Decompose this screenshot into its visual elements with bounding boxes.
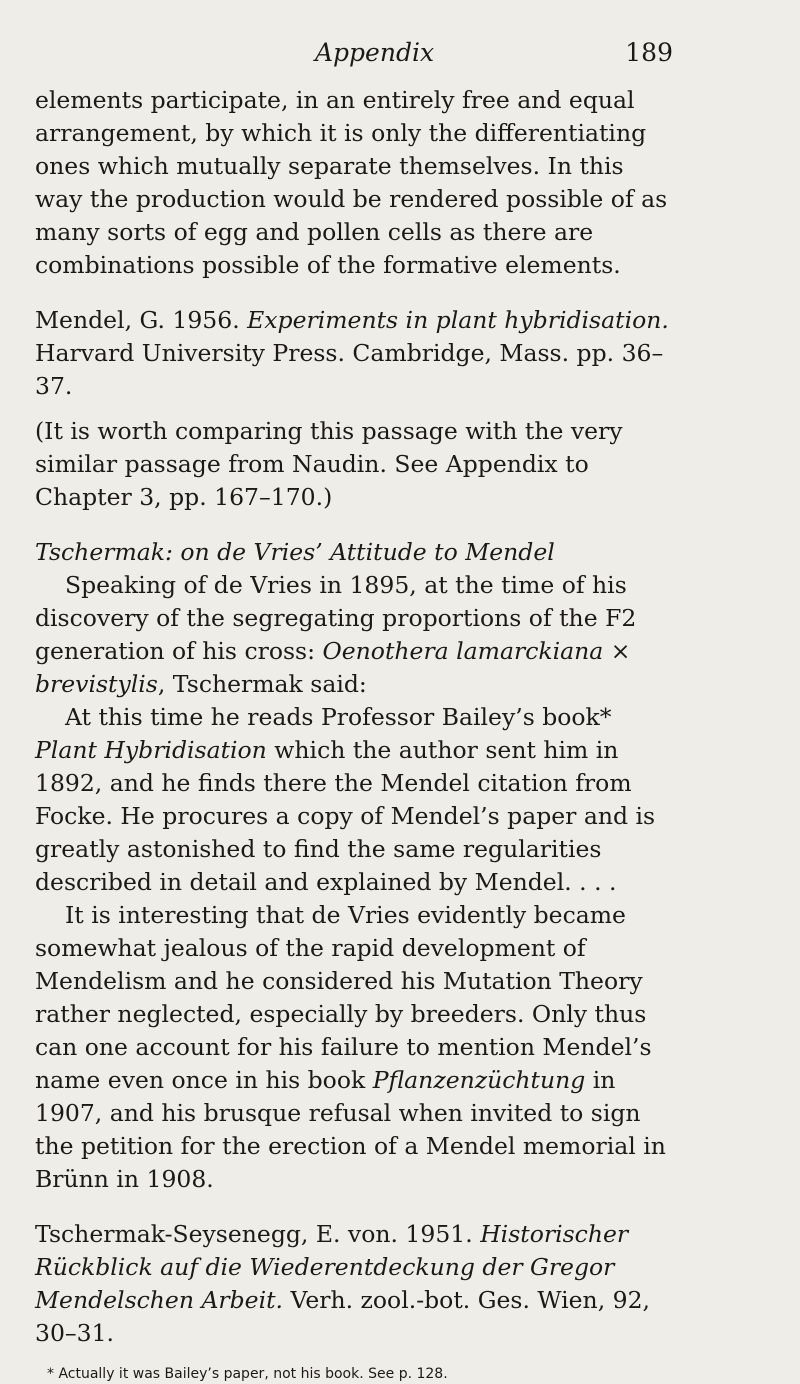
quote-text: At this time he reads Professor Bailey’s book*	[65, 703, 612, 731]
reference-mendel-author: Mendel, G. 1956.	[35, 306, 248, 334]
footnote: * Actually it was Bailey’s paper, not his book. See p. 128.	[47, 1366, 448, 1382]
quote-paragraph-1	[35, 701, 675, 899]
intro-text: Speaking of de Vries in 1895, at the time of his discovery of the segregating proportions of the F2 generation of his cross:	[35, 571, 637, 665]
running-head: Appendix	[315, 38, 435, 67]
quote-text: It is interesting that de Vries evidently became somewhat jealous of the rapid development of Mendelism and he considered his Mutation Theory rather neglected, especially by breeders. Only thus can one account for his failure to mention Mendel’s name even once in his book	[35, 901, 652, 1094]
cross-symbol: ×	[603, 637, 631, 665]
species-name: Oenothera lamarckiana	[322, 637, 604, 665]
book-title: Pflanzenzüchtung	[372, 1066, 586, 1094]
book-page	[35, 38, 675, 1384]
quote-paragraph-2	[35, 899, 675, 1196]
paragraph-continuation: elements participate, in an entirely free and equal arrangement, by which it is only the differentiating ones which mutually separate themselves. In this way the production would be rendered possible of as many sorts of egg and pollen cells as there are combinations possible of the formative elements.	[35, 86, 668, 279]
reference-tschermak-author: Tschermak-Seysenegg, E. von. 1951.	[35, 1220, 481, 1248]
reference-tschermak-title: Historischer Rückblick auf die Wiederentdeckung der Gregor Mendelschen Arbeit.	[35, 1220, 629, 1314]
book-title: Plant Hybridisation	[35, 736, 267, 764]
page-header	[35, 38, 675, 84]
intro-text: , Tschermak said:	[157, 670, 367, 698]
quote-text: which the author sent him in 1892, and he finds there the Mendel citation from Focke. He procures a copy of Mendel’s paper and is greatly astonished to find the same regularities described in detail and explained by Mendel. . . .	[35, 736, 656, 896]
species-name: brevistylis	[35, 670, 158, 698]
reference-mendel-publisher: Harvard University Press. Cambridge, Mass. pp. 36–37.	[35, 339, 664, 400]
reference-tschermak	[35, 1218, 675, 1350]
quote-text: in 1907, and his brusque refusal when invited to sign the petition for the erection of a Mendel memorial in Brünn in 1908.	[35, 1066, 666, 1193]
page-number: 189	[625, 38, 673, 67]
note-naudin: (It is worth comparing this passage with the very similar passage from Naudin. See Appendix to Chapter 3, pp. 167–170.)	[35, 417, 623, 511]
reference-mendel-title: Experiments in plant hybridisation.	[247, 306, 669, 334]
section-intro	[35, 569, 675, 701]
reference-mendel	[35, 304, 675, 403]
section-heading: Tschermak: on de Vries’ Attitude to Mendel	[35, 538, 555, 566]
reference-tschermak-journal: Verh. zool.-bot. Ges. Wien, 92, 30–31.	[35, 1286, 651, 1347]
